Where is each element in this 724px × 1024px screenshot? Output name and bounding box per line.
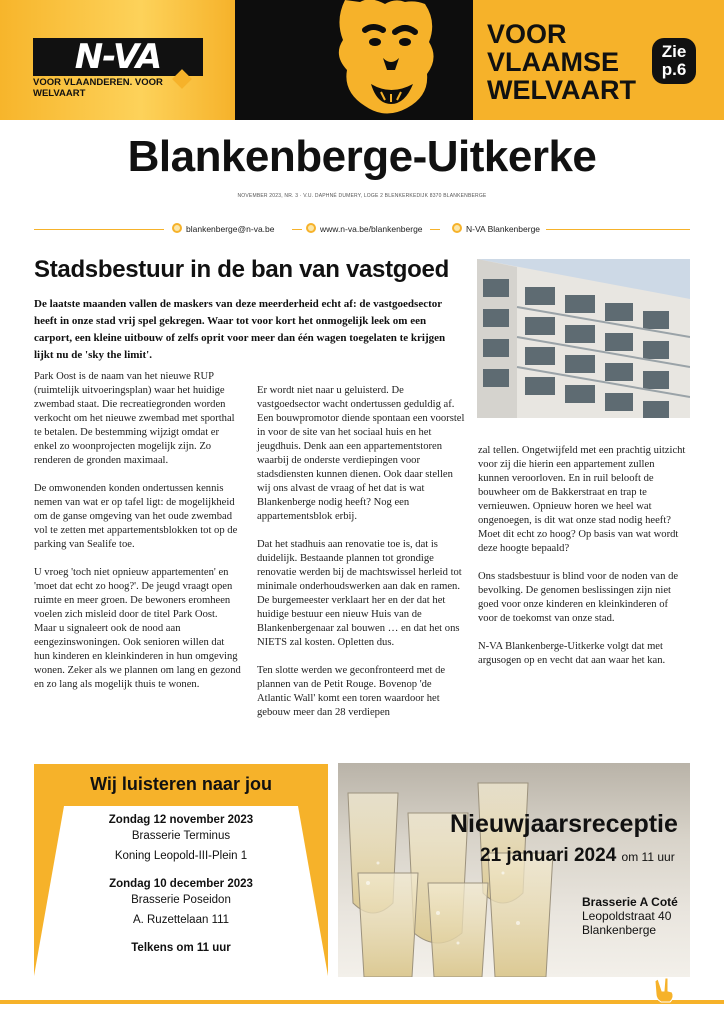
- paragraph: N-VA Blankenberge-Uitkerke volgt dat met argusogen op en vecht dat aan waar het kan.: [478, 641, 666, 666]
- paragraph: De omwonenden konden ondertussen kennis nemen van wat er op tafel ligt: de mogelijkheid om de ganse omgeving van het oude zwembad vol te zetten met appartementsblokken tot op de parking van Sealife toe.: [34, 483, 238, 550]
- venue-street: Leopoldstraat 40: [582, 909, 672, 923]
- reception-venue: [582, 895, 692, 937]
- listen-box: [34, 764, 328, 976]
- paragraph: Park Oost is de naam van het nieuwe RUP (ruimtelijk uitvoeringsplan) waar het huidige zwembad staat. Die recreatiegronden worden verkocht om het nieuwe zwembad met sporthal te betalen. De bestemming wijzigt omdat er enkel zo woonprojecten mogelijk zijn. Zo renderen de gronden maximaal.: [34, 371, 235, 466]
- apartment-building-photo: [477, 259, 690, 418]
- event-time: Telkens om 11 uur: [131, 942, 231, 954]
- badge-line: Zie: [661, 42, 687, 61]
- reception-time: om 11 uur: [621, 850, 675, 864]
- contact-facebook-text: N-VA Blankenberge: [466, 224, 541, 234]
- logo-tagline: VOOR VLAANDEREN. VOOR WELVAART: [33, 77, 163, 99]
- paragraph: Dat het stadhuis aan renovatie toe is, dat is duidelijk. Bestaande plannen tot grondige renovatie werden bij de machtswissel herleid tot minimale onderhoudswerken aan dak en ramen. De burgemeester verklaart her en der dat het huidige bestuur een nieuw Huis van de Blankenbergenaar zal bouwen … en dat het ons NIETS zal kosten. Opletten dus.: [257, 539, 462, 648]
- divider: [34, 229, 164, 230]
- header-logo-panel: [0, 0, 235, 120]
- paragraph: U vroeg 'toch niet opnieuw appartementen' en 'moet dat echt zo hoog?'. De jeugd vraagt open ruimte en meer groen. De bewoners eromheen voelen zich misleid door de titel Park Oost. Maar u signaleert ook de nood aan eengezinswoningen. Ook senioren willen dat hun kinderen en kleinkinderen in hun omgeving wonen. Zeker als we plannen om lang en gezond en zo lang als mogelijk thuis te wonen.: [34, 567, 241, 690]
- contact-web[interactable]: [306, 223, 423, 234]
- imprint: NOVEMBER 2023, NR. 3 · V.U. DAPHNÉ DUMERY, LOGE 2 BLENKERKEDIJK 8370 BLANKENBERGE: [237, 193, 487, 199]
- article-column-1: [34, 370, 242, 706]
- contact-facebook[interactable]: [452, 223, 540, 234]
- slogan-line: VLAAMSE: [487, 47, 620, 77]
- event-venue: Brasserie Poseidon: [131, 894, 231, 906]
- paragraph: Ten slotte werden we geconfronteerd met de plannen van de Petit Rouge. Bovenop 'de Atlantic Wall' komt een toren waardoor het gebouw meer dan 28 verdiepen: [257, 665, 446, 718]
- reception-photo: [338, 763, 690, 977]
- event-2: [34, 876, 328, 928]
- email-icon: [172, 223, 182, 233]
- building-image: [477, 259, 690, 418]
- article-lead: De laatste maanden vallen de maskers van deze meerderheid echt af: de vastgoedsector heeft in onze stad vrij spel gekregen. Waar tot voor kort het onmogelijk leek om een carport, een kleine uitbouw of zelfs oprit voor meer dan één wagen toegelaten te krijgen lijkt nu de 'sky the limit'.: [34, 298, 446, 361]
- victory-hand-icon: [650, 975, 680, 1005]
- slogan: [487, 20, 647, 104]
- see-page-badge[interactable]: [652, 38, 696, 84]
- web-icon: [306, 223, 316, 233]
- nva-logo: [33, 38, 203, 76]
- paragraph: Er wordt niet naar u geluisterd. De vastgoedsector wacht ondertussen geduldig af. Een bouwpromotor diende spontaan een voorstel in voor de site van het sociaal huis en het jeugdhuis. Denk aan een appartementstoren waarbij de onderste verdiepingen voor stadsdiensten kunnen dienen. Ook daar stellen wij ons alvast de vraag of het dat is wat Blankenberge nodig heeft? Nog een appartementsblok erbij.: [257, 385, 465, 522]
- event-address: Koning Leopold-III-Plein 1: [114, 850, 248, 862]
- badge-line: p.6: [661, 60, 687, 79]
- reception-title: Nieuwjaarsreceptie: [450, 810, 678, 838]
- logo-text: N-VA: [74, 37, 162, 77]
- slogan-line: VOOR: [487, 19, 567, 49]
- contact-email[interactable]: [172, 223, 275, 234]
- slogan-line: WELVAART: [487, 75, 636, 105]
- reception-date-text: 21 januari 2024: [480, 845, 617, 866]
- contact-web-text: www.n-va.be/blankenberge: [320, 224, 423, 234]
- event-address: A. Ruzettelaan 111: [132, 914, 230, 926]
- event-date: Zondag 10 december 2023: [109, 878, 253, 890]
- venue-name: Brasserie A Coté: [582, 895, 678, 909]
- event-date: Zondag 12 november 2023: [108, 814, 254, 826]
- champagne-glasses-image: [338, 763, 690, 977]
- paragraph: zal tellen. Ongetwijfeld met een prachtig uitzicht voor zij die hierin een appartement zullen kunnen veroorloven. En in ruil belooft de bouwheer om de Bakkerstraat en trap te vernieuwen. Opnieuw horen we heel wat ongenoegen, is dit wat onze stad nodig heeft? Moet dit echt zo hoog? Op basis van wat wordt deze hoogte bepaald?: [478, 445, 686, 554]
- contact-email-text: blankenberge@n-va.be: [186, 224, 275, 234]
- footer-line: [0, 1000, 724, 1004]
- header-lion-panel: [235, 0, 473, 120]
- article-column-2: [257, 384, 467, 734]
- listen-card: [34, 806, 328, 976]
- venue-city: Blankenberge: [582, 923, 657, 937]
- event-1: [34, 812, 328, 864]
- article-headline: Stadsbestuur in de ban van vastgoed: [34, 256, 449, 283]
- divider: [546, 229, 690, 230]
- town-title: Blankenberge-Uitkerke: [127, 132, 597, 181]
- divider: [430, 229, 440, 230]
- lion-icon: [325, 0, 445, 120]
- header-slogan-panel: [473, 0, 724, 120]
- event-venue: Brasserie Terminus: [131, 830, 231, 842]
- divider: [292, 229, 302, 230]
- article-column-3: [478, 444, 688, 682]
- contact-bar: [34, 222, 690, 238]
- facebook-icon: [452, 223, 462, 233]
- paragraph: Ons stadsbestuur is blind voor de noden van de bevolking. De genomen beslissingen zijn niet goed voor onze kinderen en kleinkinderen of voor de toekomst van onze stad.: [478, 571, 679, 624]
- reception-date: [480, 845, 690, 867]
- listen-title: Wij luisteren naar jou: [90, 774, 272, 794]
